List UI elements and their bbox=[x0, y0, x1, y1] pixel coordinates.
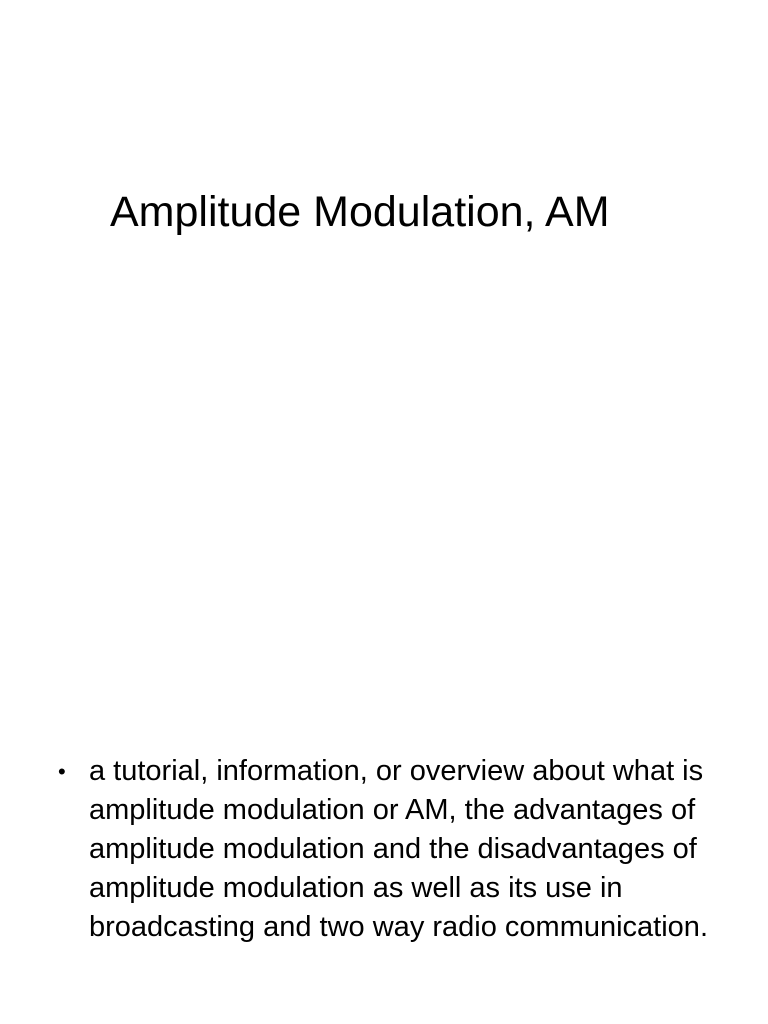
bullet-text: a tutorial, information, or overview about what is amplitude modulation or AM, the advantages of amplitude modulation and the disadvantages of amplitude modulation as well as its use in broadcasting and two way radio communication. bbox=[89, 755, 708, 943]
bullet-item bbox=[58, 752, 718, 947]
bullet-dot-icon: • bbox=[58, 759, 66, 784]
bullet-list bbox=[58, 752, 718, 947]
slide-title: Amplitude Modulation, AM bbox=[110, 188, 610, 236]
